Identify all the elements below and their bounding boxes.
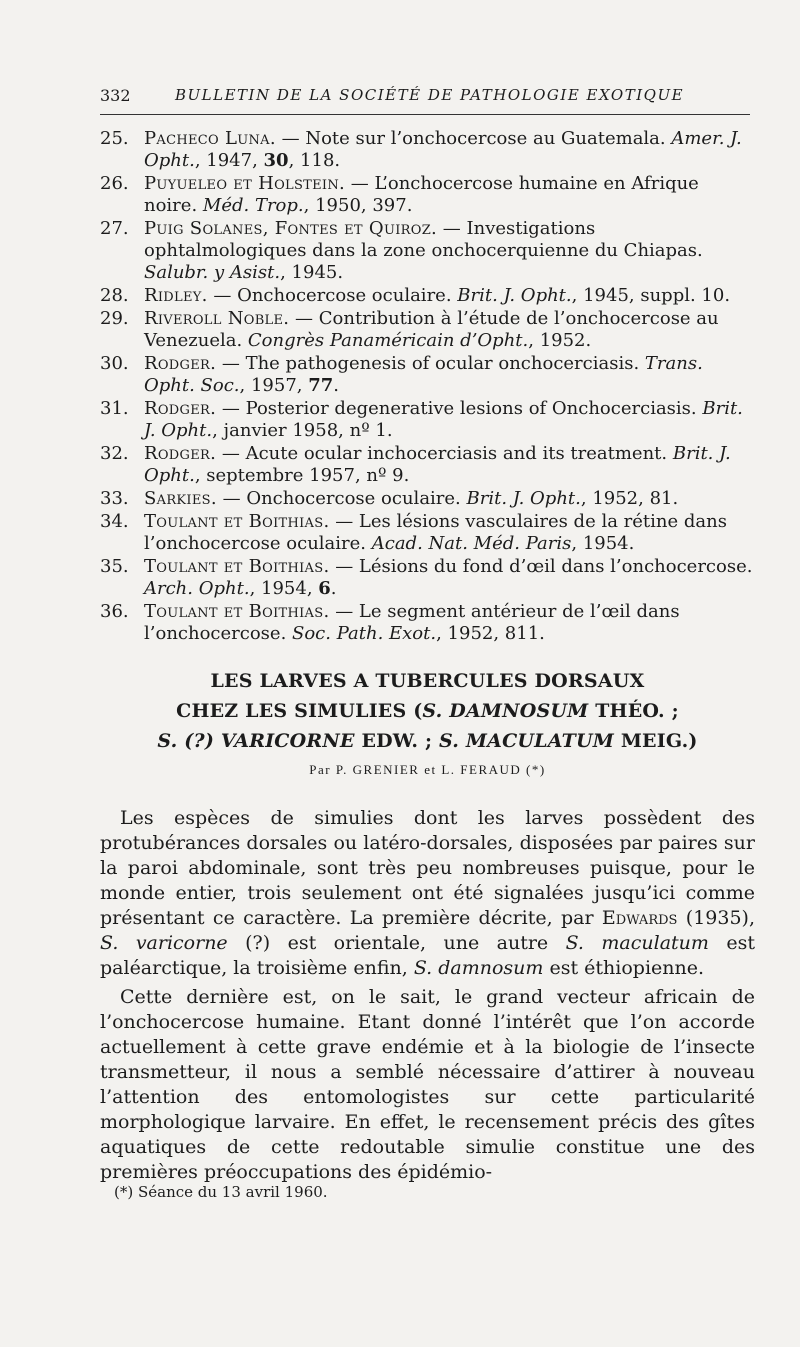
reference-item — [100, 218, 755, 284]
reference-list — [100, 128, 755, 646]
reference-number: 29. — [100, 308, 129, 329]
article-title-line-2: CHEZ LES SIMULIES (S. DAMNOSUM THÉO. ; — [176, 700, 679, 722]
reference-authors: Pacheco Luna. — [144, 128, 276, 149]
paragraph-2: Cette dernière est, on le sait, le grand vecteur africain de l’onchocercose humaine. Etant donné l’intérêt que l’on accorde actuellement à cette grave endémie et à la biologie de l’insecte transmetteur, il nous a semblé nécessaire d’attirer à nouveau l’attention des entomologistes sur cette particularité morphologique larvaire. En effet, le recensement précis des gîtes aquatiques de cette redoutable simulie constitue une des premières préoccupations des épidémio- — [100, 986, 755, 1183]
reference-tail-end: . — [330, 578, 337, 599]
reference-number: 35. — [100, 556, 129, 577]
reference-item — [100, 398, 755, 442]
reference-journal: Amer. J. Opht. — [144, 128, 742, 171]
reference-authors: Toulant et Boithias. — [144, 511, 330, 532]
reference-tail: , 1945. — [280, 262, 344, 283]
reference-number: 28. — [100, 285, 129, 306]
reference-number: 27. — [100, 218, 129, 239]
reference-number: 30. — [100, 353, 129, 374]
reference-tail: , 1954, — [249, 578, 319, 599]
article-title-line-3: S. (?) VARICORNE EDW. ; S. MACULATUM MEIG.) — [157, 730, 698, 752]
reference-text: — Note sur l’onchocercose au Guatemala. — [275, 128, 672, 149]
reference-number: 26. — [100, 173, 129, 194]
reference-tail: , 1952, 81. — [580, 488, 679, 509]
reference-text: — Posterior degenerative lesions of Onchocerciasis. — [216, 398, 703, 419]
reference-item — [100, 128, 755, 172]
reference-item — [100, 488, 755, 510]
reference-authors: Rodger. — [144, 398, 217, 419]
reference-volume: 30 — [263, 150, 289, 171]
reference-number: 25. — [100, 128, 129, 149]
reference-item — [100, 285, 755, 307]
reference-journal: Brit. J. Opht. — [466, 488, 581, 509]
reference-text: — The pathogenesis of ocular onchocerciasis. — [216, 353, 645, 374]
running-header — [100, 84, 750, 115]
running-title: BULLETIN DE LA SOCIÉTÉ DE PATHOLOGIE EXOTIQUE — [175, 86, 685, 104]
reference-item — [100, 556, 755, 600]
reference-tail: , 1954. — [571, 533, 635, 554]
article — [100, 666, 755, 1189]
reference-journal: Brit. J. Opht. — [144, 398, 743, 441]
reference-authors: Rodger. — [144, 353, 217, 374]
reference-tail-end: , 118. — [288, 150, 341, 171]
reference-authors: Sarkies. — [144, 488, 217, 509]
reference-number: 31. — [100, 398, 129, 419]
reference-text: — Acute ocular inchocerciasis and its treatment. — [216, 443, 673, 464]
reference-authors: Toulant et Boithias. — [144, 556, 330, 577]
reference-text: — Onchocercose oculaire. — [207, 285, 458, 306]
reference-item — [100, 308, 755, 352]
reference-journal: Trans. Opht. Soc. — [144, 353, 703, 396]
reference-item — [100, 601, 755, 645]
reference-number: 33. — [100, 488, 129, 509]
reference-item — [100, 511, 755, 555]
reference-journal: Brit. J. Opht. — [457, 285, 572, 306]
reference-authors: Puyueleo et Holstein. — [144, 173, 346, 194]
reference-tail: , 1947, — [194, 150, 264, 171]
reference-tail: , 1950, 397. — [303, 195, 413, 216]
reference-volume: 6 — [318, 578, 331, 599]
reference-item — [100, 443, 755, 487]
reference-number: 36. — [100, 601, 129, 622]
reference-journal: Salubr. y Asist. — [144, 262, 281, 283]
reference-tail: , 1952. — [528, 330, 592, 351]
reference-authors: Ridley. — [144, 285, 208, 306]
reference-tail: , janvier 1958, nº 1. — [212, 420, 393, 441]
reference-text: — Les lésions vasculaires de la rétine dans l’onchocercose oculaire. — [144, 511, 727, 554]
reference-text: — Contribution à l’étude de l’onchocercose au Venezuela. — [144, 308, 719, 351]
reference-text: — L’onchocercose humaine en Afrique noire. — [144, 173, 699, 216]
byline: Par P. GRENIER et L. FERAUD (*) — [309, 762, 546, 777]
reference-journal: Brit. J. Opht. — [144, 443, 731, 486]
reference-authors: Rodger. — [144, 443, 217, 464]
reference-journal: Congrès Panaméricain d’Opht. — [247, 330, 529, 351]
reference-item — [100, 353, 755, 397]
article-body — [100, 806, 755, 1185]
reference-authors: Puig Solanes, Fontes et Quiroz. — [144, 218, 438, 239]
reference-number: 32. — [100, 443, 129, 464]
reference-authors: Riveroll Noble. — [144, 308, 290, 329]
reference-number: 34. — [100, 511, 129, 532]
paragraph-1: Les espèces de simulies dont les larves possèdent des protubérances dorsales ou latéro-dorsales, disposées par paires sur la paroi abdominale, sont très peu nombreuses puisque, pour le monde entier, trois seulement ont été signalées jusqu’ici comme présentant ce caractère. La première décrite, par Edwards (1935), S. varicorne (?) est orientale, une autre S. maculatum est paléarctique, la troisième enfin, S. damnosum est éthiopienne. — [100, 807, 756, 979]
reference-authors: Toulant et Boithias. — [144, 601, 330, 622]
reference-volume: 77 — [308, 375, 334, 396]
reference-tail: , 1952, 811. — [436, 623, 545, 644]
reference-text: — Lésions du fond d’œil dans l’onchocercose. — [329, 556, 753, 577]
reference-tail: , septembre 1957, nº 9. — [194, 465, 410, 486]
reference-tail: , 1957, — [239, 375, 309, 396]
reference-tail-end: . — [333, 375, 340, 396]
footnote: (*) Séance du 13 avril 1960. — [114, 1183, 328, 1201]
page-number: 332 — [100, 86, 131, 105]
reference-text: — Investigations ophtalmologiques dans la zone onchocerquienne du Chiapas. — [144, 218, 703, 261]
reference-text: — Onchocercose oculaire. — [216, 488, 467, 509]
reference-journal: Méd. Trop. — [202, 195, 304, 216]
reference-journal: Acad. Nat. Méd. Paris — [371, 533, 572, 554]
reference-tail: , 1945, suppl. 10. — [571, 285, 731, 306]
reference-item — [100, 173, 755, 217]
reference-journal: Arch. Opht. — [144, 578, 250, 599]
reference-journal: Soc. Path. Exot. — [292, 623, 437, 644]
article-title-line-1: LES LARVES A TUBERCULES DORSAUX — [210, 670, 645, 692]
reference-text: — Le segment antérieur de l’œil dans l’onchocercose. — [144, 601, 680, 644]
